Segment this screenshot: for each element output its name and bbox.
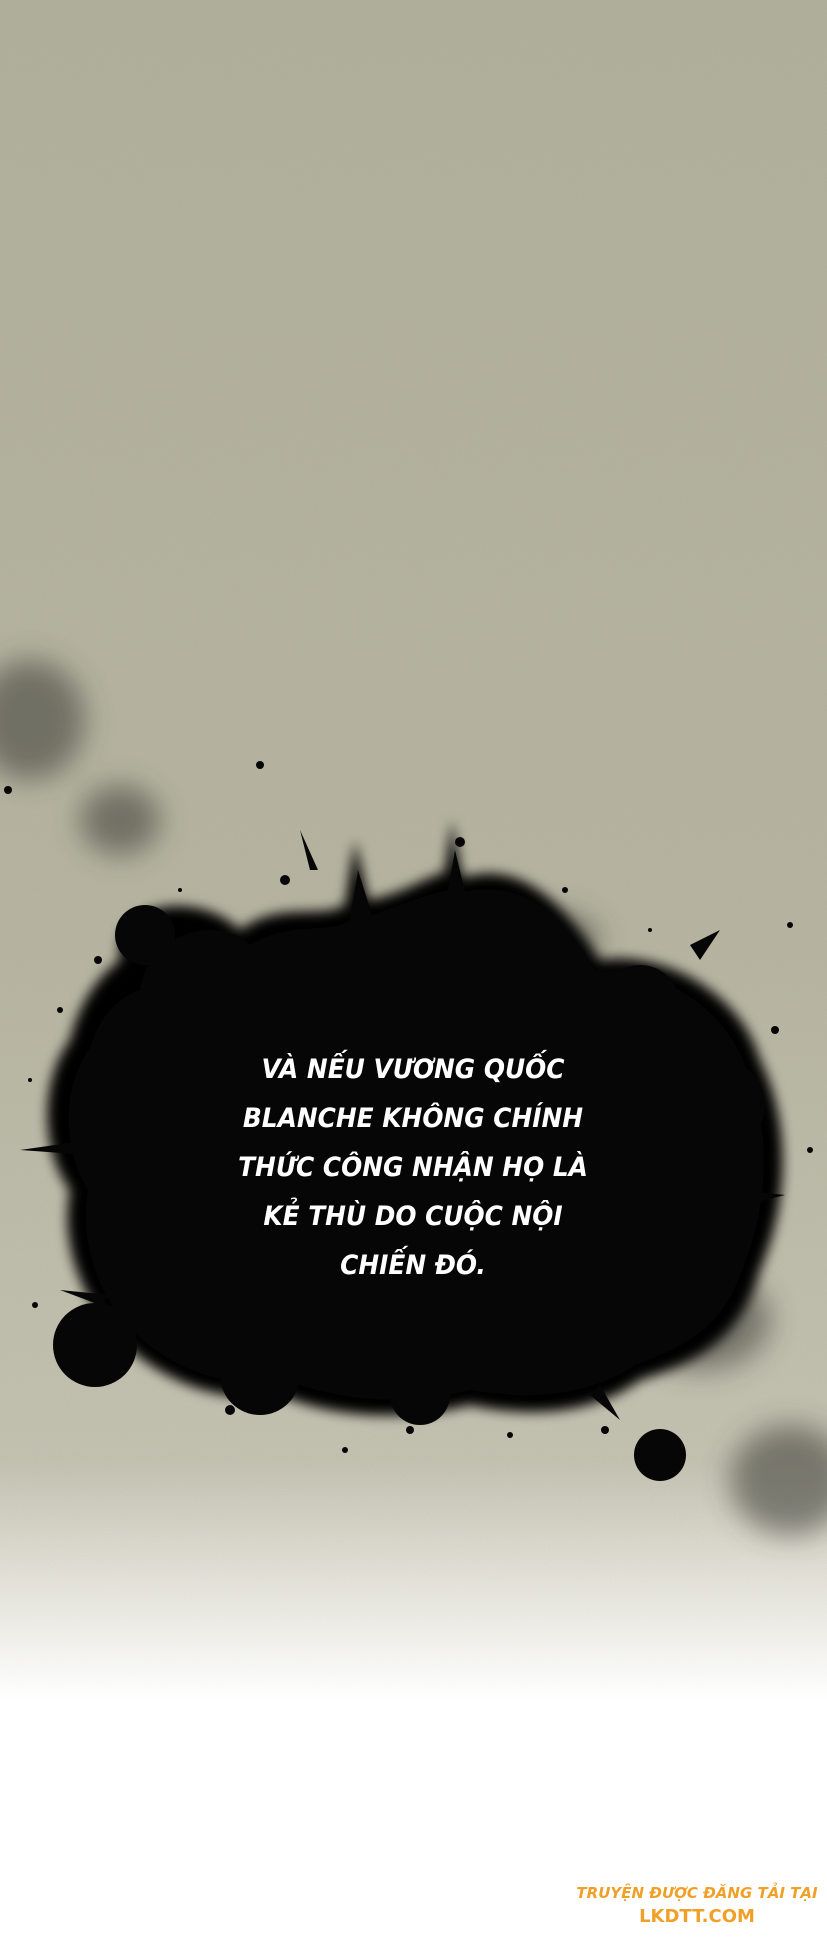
site-watermark [567, 1882, 827, 1930]
caption-line-2: BLANCHE KHÔNG CHÍNH [242, 1103, 584, 1134]
caption-line-1: VÀ NẾU VƯƠNG QUỐC [261, 1054, 565, 1085]
caption-line-4: KẺ THÙ DO CUỘC NỘI [263, 1201, 563, 1232]
caption-text [229, 1045, 597, 1290]
caption-line-5: CHIẾN ĐÓ. [340, 1250, 486, 1281]
watermark-tagline: TRUYỆN ĐƯỢC ĐĂNG TẢI TẠI [576, 1884, 818, 1902]
watermark-site: LKDTT.COM [639, 1906, 755, 1927]
caption-line-3: THỨC CÔNG NHẬN HỌ LÀ [238, 1152, 588, 1183]
